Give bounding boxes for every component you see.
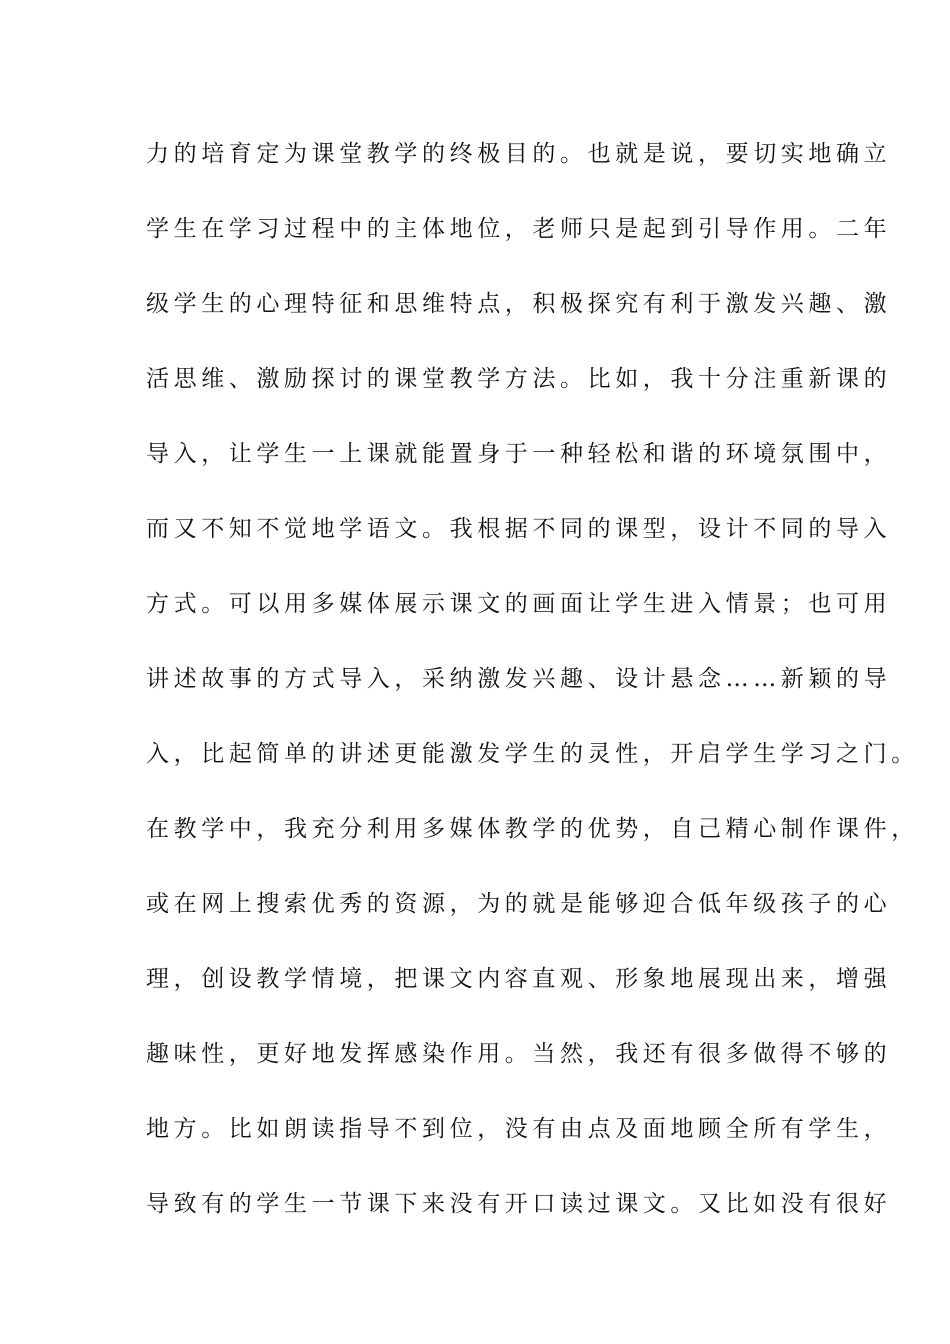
text-line: 讲述故事的方式导入，采纳激发兴趣、设计悬念……新颖的导	[146, 666, 892, 692]
text-line: 趣味性，更好地发挥感染作用。当然，我还有很多做得不够的	[146, 1041, 892, 1067]
text-line: 入，比起简单的讲述更能激发学生的灵性，开启学生学习之门。	[146, 741, 919, 767]
body-text	[146, 132, 919, 1257]
text-line: 方式。可以用多媒体展示课文的画面让学生进入情景；也可用	[146, 591, 892, 617]
text-line: 级学生的心理特征和思维特点，积极探究有利于激发兴趣、激	[146, 291, 892, 317]
text-line: 或在网上搜索优秀的资源，为的就是能够迎合低年级孩子的心	[146, 891, 892, 917]
text-line: 力的培育定为课堂教学的终极目的。也就是说，要切实地确立	[146, 141, 892, 167]
text-line: 地方。比如朗读指导不到位，没有由点及面地顾全所有学生，	[146, 1116, 892, 1142]
text-line: 在教学中，我充分利用多媒体教学的优势，自己精心制作课件，	[146, 816, 919, 842]
text-line: 而又不知不觉地学语文。我根据不同的课型，设计不同的导入	[146, 516, 892, 542]
text-line: 学生在学习过程中的主体地位，老师只是起到引导作用。二年	[146, 216, 892, 242]
text-line: 导致有的学生一节课下来没有开口读过课文。又比如没有很好	[146, 1191, 892, 1217]
text-line: 导入，让学生一上课就能置身于一种轻松和谐的环境氛围中，	[146, 441, 892, 467]
text-line: 理，创设教学情境，把课文内容直观、形象地展现出来，增强	[146, 966, 892, 992]
text-line: 活思维、激励探讨的课堂教学方法。比如，我十分注重新课的	[146, 366, 892, 392]
